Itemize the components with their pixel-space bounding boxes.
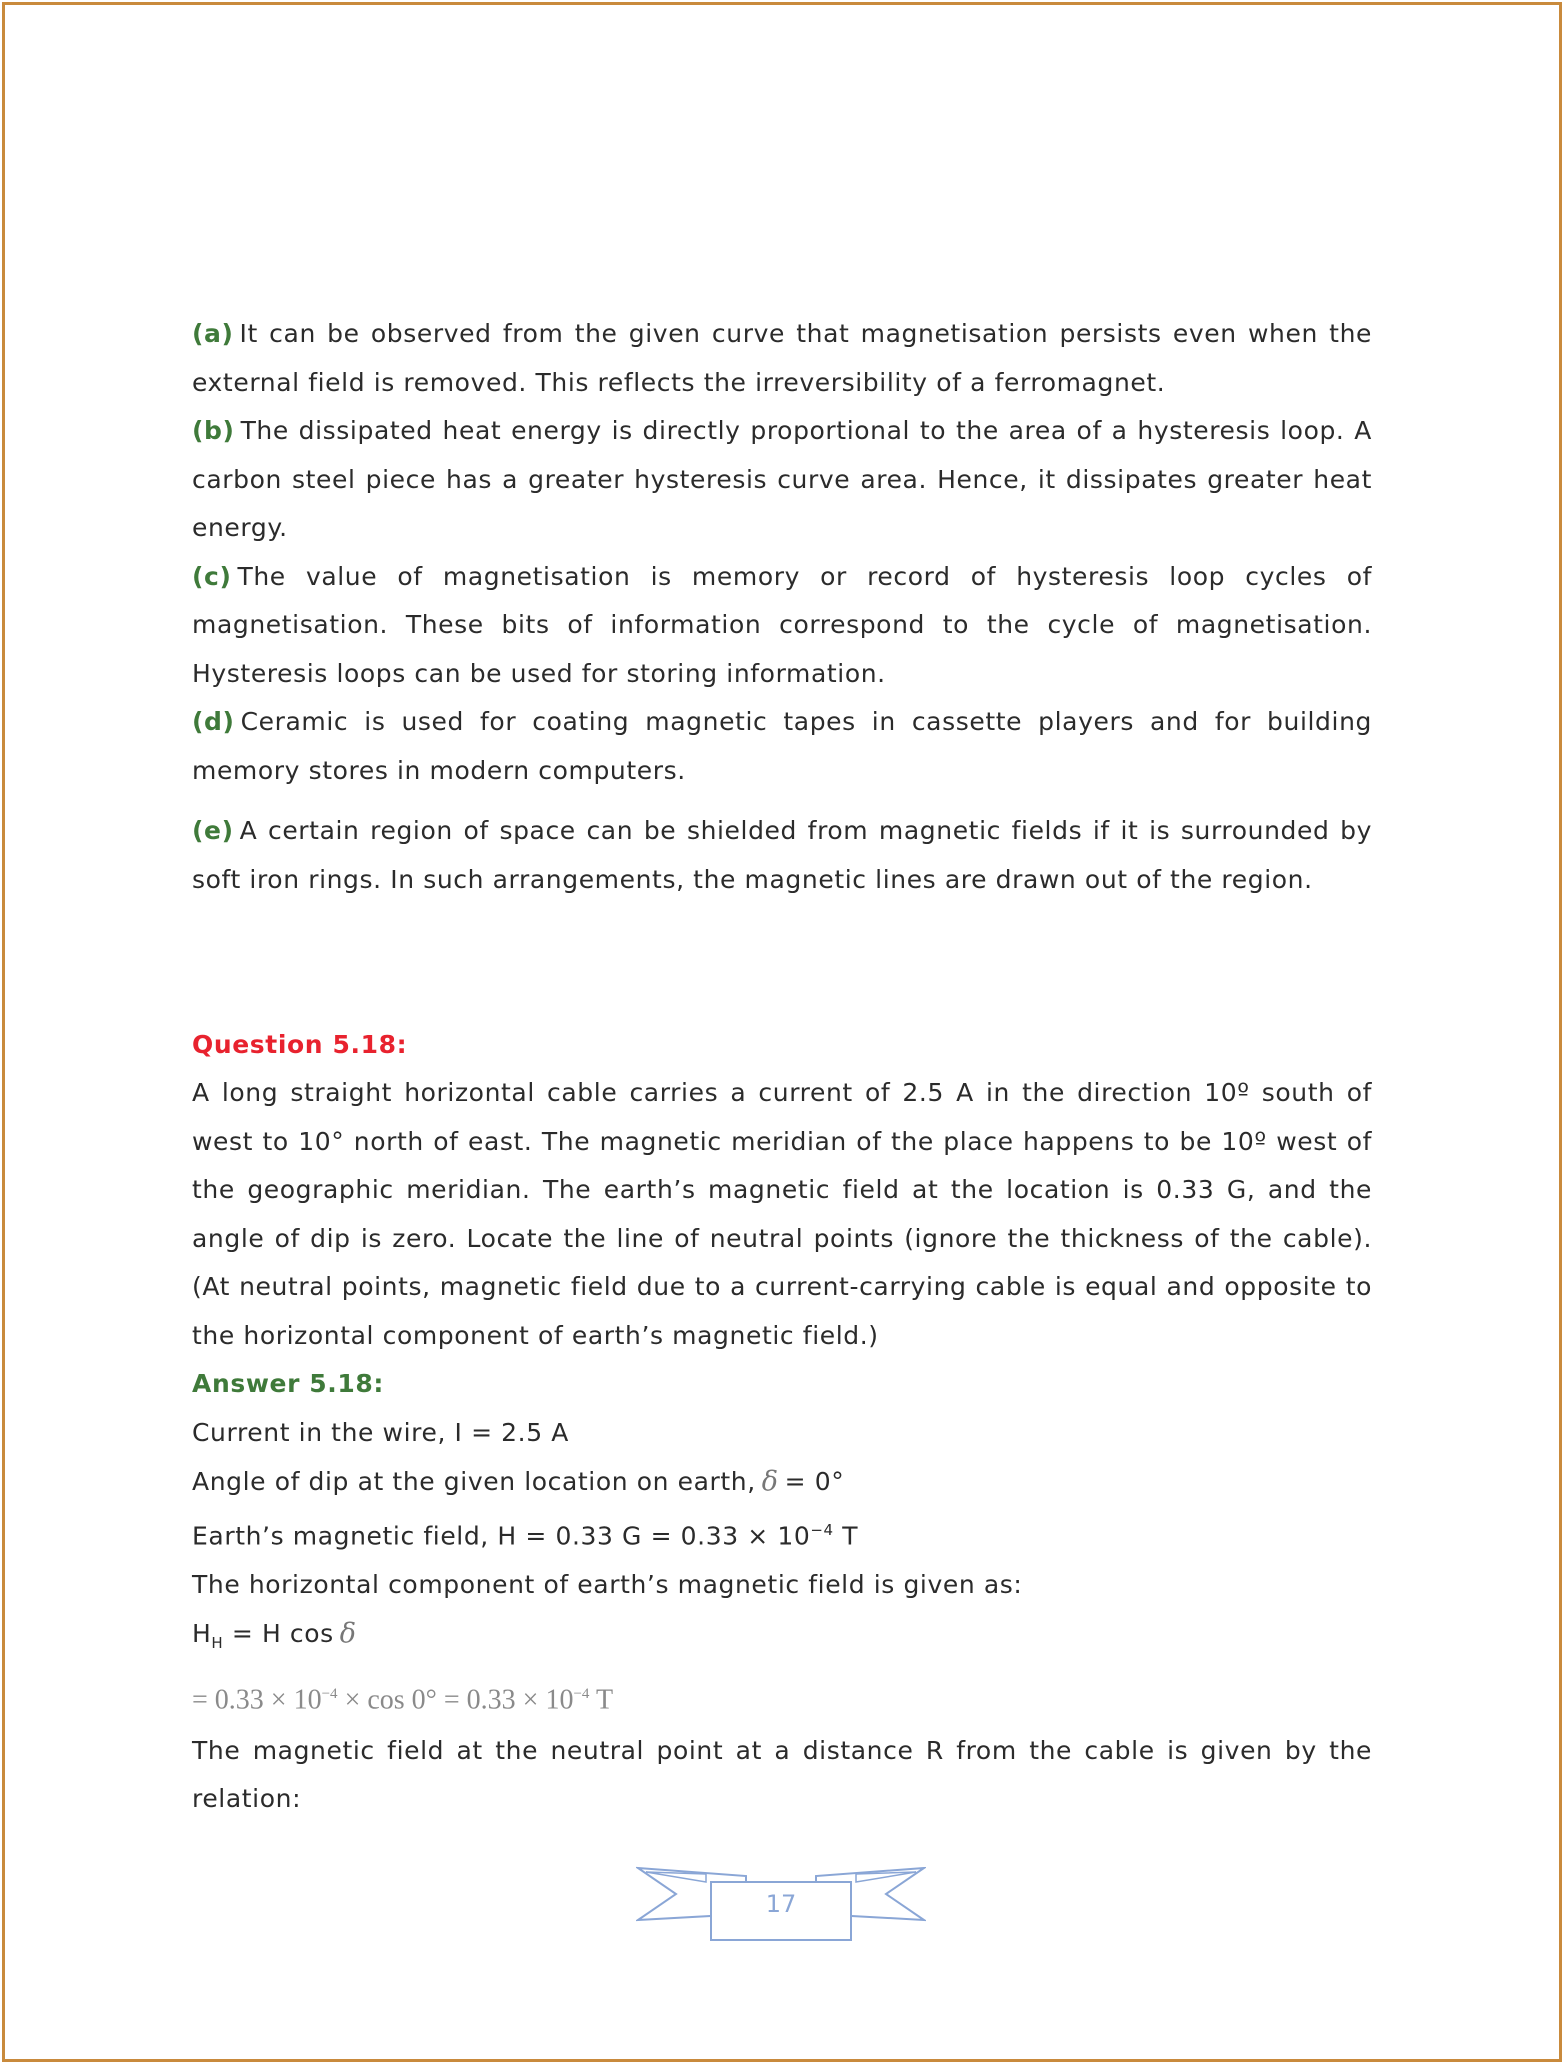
field-exponent: −4 xyxy=(810,1521,834,1539)
delta-symbol: δ xyxy=(761,1466,779,1497)
neutral-point-text: The magnetic field at the neutral point at a distance R from the cable is given by the relation: xyxy=(192,1735,1372,1814)
question-title: Question 5.18: xyxy=(192,1030,408,1059)
math-part-a: = 0.33 × 10 xyxy=(192,1684,322,1716)
field-line xyxy=(192,1506,1372,1560)
dip-suffix: = 0° xyxy=(784,1467,845,1496)
answer-part-e xyxy=(192,807,1372,904)
answer-part-c xyxy=(192,553,1372,699)
hh-symbol: H xyxy=(192,1619,212,1649)
answer-part-d xyxy=(192,698,1372,795)
hh-value-equation xyxy=(192,1668,1372,1726)
math-unit: T xyxy=(595,1684,614,1716)
hh-subscript: H xyxy=(211,1634,224,1653)
horizontal-intro: The horizontal component of earth’s magnetic field is given as: xyxy=(192,1570,1023,1600)
hh-formula xyxy=(192,1609,1372,1668)
part-text: It can be observed from the given curve that magnetisation persists even when the external field is removed. This reflects the irreversibility of a ferromagnet. xyxy=(192,319,1372,397)
answer-part-b xyxy=(192,407,1372,553)
part-label: (b) xyxy=(192,416,235,445)
answer-title: Answer 5.18: xyxy=(192,1369,384,1398)
part-text: The value of magnetisation is memory or record of hysteresis loop cycles of magnetisation. These bits of information correspond to the cycle of magnetisation. Hysteresis loops can be used for storing information. xyxy=(192,561,1372,688)
part-label: (a) xyxy=(192,319,234,348)
part-label: (d) xyxy=(192,707,235,736)
part-text: The dissipated heat energy is directly proportional to the area of a hysteresis loop. A carbon steel piece has a greater hysteresis curve area. Hence, it dissipates greater heat energy. xyxy=(192,416,1372,542)
dip-line xyxy=(192,1457,1372,1506)
math-part-b: × cos 0° = 0.33 × 10 xyxy=(344,1684,574,1716)
page-footer xyxy=(636,1862,926,1952)
part-text: A certain region of space can be shielded from magnetic fields if it is surrounded by soft iron rings. In such arrangements, the magnetic lines are drawn out of the region. xyxy=(192,816,1372,894)
page-number: 17 xyxy=(765,1890,797,1918)
field-unit: T xyxy=(842,1521,859,1551)
hh-rest: = H cos xyxy=(231,1619,334,1649)
question-block xyxy=(192,1021,1372,1824)
current-line: Current in the wire, I = 2.5 A xyxy=(192,1418,569,1447)
part-text: Ceramic is used for coating magnetic tapes in cassette players and for building memory stores in modern computers. xyxy=(192,707,1372,785)
question-text: A long straight horizontal cable carries a current of 2.5 A in the direction 10º south of west to 10° north of east. The magnetic meridian of the place happens to be 10º west of the geographic meridian. The earth’s magnetic field at the location is 0.33 G, and the angle of dip is zero. Locate the line of neutral points (ignore the thickness of the cable). (At neutral points, magnetic field due to a current-carrying cable is equal and opposite to the horizontal component of earth’s magnetic field.) xyxy=(192,1078,1372,1350)
part-label: (e) xyxy=(192,816,234,845)
answer-part-a xyxy=(192,310,1372,407)
delta-symbol: δ xyxy=(339,1618,357,1650)
field-prefix: Earth’s magnetic field, H = 0.33 G = 0.33 × 10 xyxy=(192,1521,811,1551)
math-exp-2: −4 xyxy=(573,1686,590,1703)
math-exp-1: −4 xyxy=(321,1686,338,1703)
dip-prefix: Angle of dip at the given location on earth, xyxy=(192,1467,756,1496)
part-label: (c) xyxy=(192,561,232,591)
page-content xyxy=(192,310,1372,1824)
